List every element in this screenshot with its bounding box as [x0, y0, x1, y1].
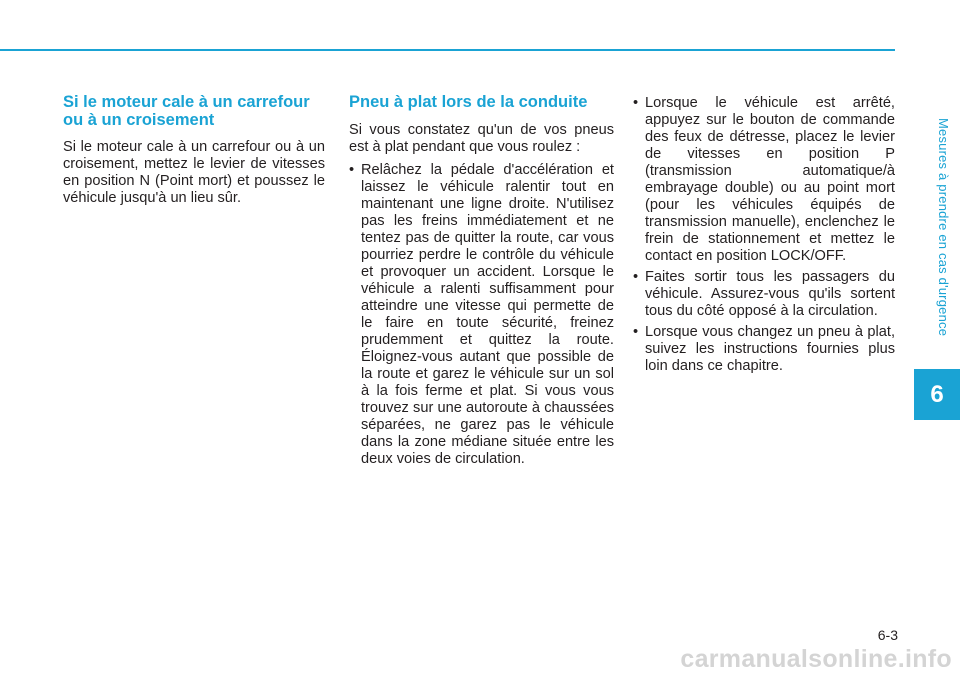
page-number: 6-3 [877, 627, 898, 643]
column-3 [633, 95, 895, 379]
list-item: • Lorsque vous changez un pneu à plat, suivez les instructions fournies plus loin dans ce chapitre. [633, 324, 895, 375]
list-item: • Faites sortir tous les passagers du véhicule. Assurez-vous qu'ils sortent tous du côté opposé à la circulation. [633, 269, 895, 320]
section-body-engine-stall: Si le moteur cale à un carrefour ou à un croisement, mettez le levier de vitesses en position N (Point mort) et poussez le véhicule jusqu'à un lieu sûr. [63, 139, 325, 206]
header-rule [0, 49, 895, 51]
section-intro-flat-tire: Si vous constatez qu'un de vos pneus est à plat pendant que vous roulez : [349, 122, 614, 155]
section-heading-flat-tire: Pneu à plat lors de la conduite [349, 93, 588, 111]
watermark: carmanualsonline.info [680, 645, 952, 673]
chapter-number-tab [914, 369, 960, 420]
column-2 [349, 93, 614, 472]
list-item: • Lorsque le véhicule est arrêté, appuyez sur le bouton de commande des feux de détresse, placez le levier de vitesses en position P (transmission automatique/à embrayage double) ou au point mort (pour les véhicules équipés de transmission manuelle), enclenchez le frein de stationnement et mettez le contact en position LOCK/OFF. [633, 95, 895, 265]
section-heading-engine-stall: Si le moteur cale à un carrefour ou à un croisement [63, 93, 310, 129]
list-item: • Relâchez la pédale d'accélération et laissez le véhicule ralentir tout en maintenant une ligne droite. N'utilisez pas les freins immédiatement et ne tentez pas de quitter la route, car vous pourriez perdre le contrôle du véhicule et provoquer un accident. Lorsque le véhicule a ralenti suffisamment pour atteindre une vitesse qui permette de le faire en toute sécurité, freinez prudemment et quittez la route. Éloignez-vous autant que possible de la route et garez le véhicule sur un sol à la fois ferme et plat. Si vous vous trouvez sur une autoroute à chaussées séparées, ne garez pas le véhicule dans la zone médiane située entre les deux voies de circulation. [349, 162, 614, 468]
chapter-number: 6 [930, 380, 944, 408]
column-1 [63, 93, 325, 207]
chapter-title-vertical: Mesures à prendre en cas d'urgence [936, 118, 951, 337]
flat-tire-bullet-list [349, 162, 614, 468]
flat-tire-bullet-list-continued [633, 95, 895, 375]
